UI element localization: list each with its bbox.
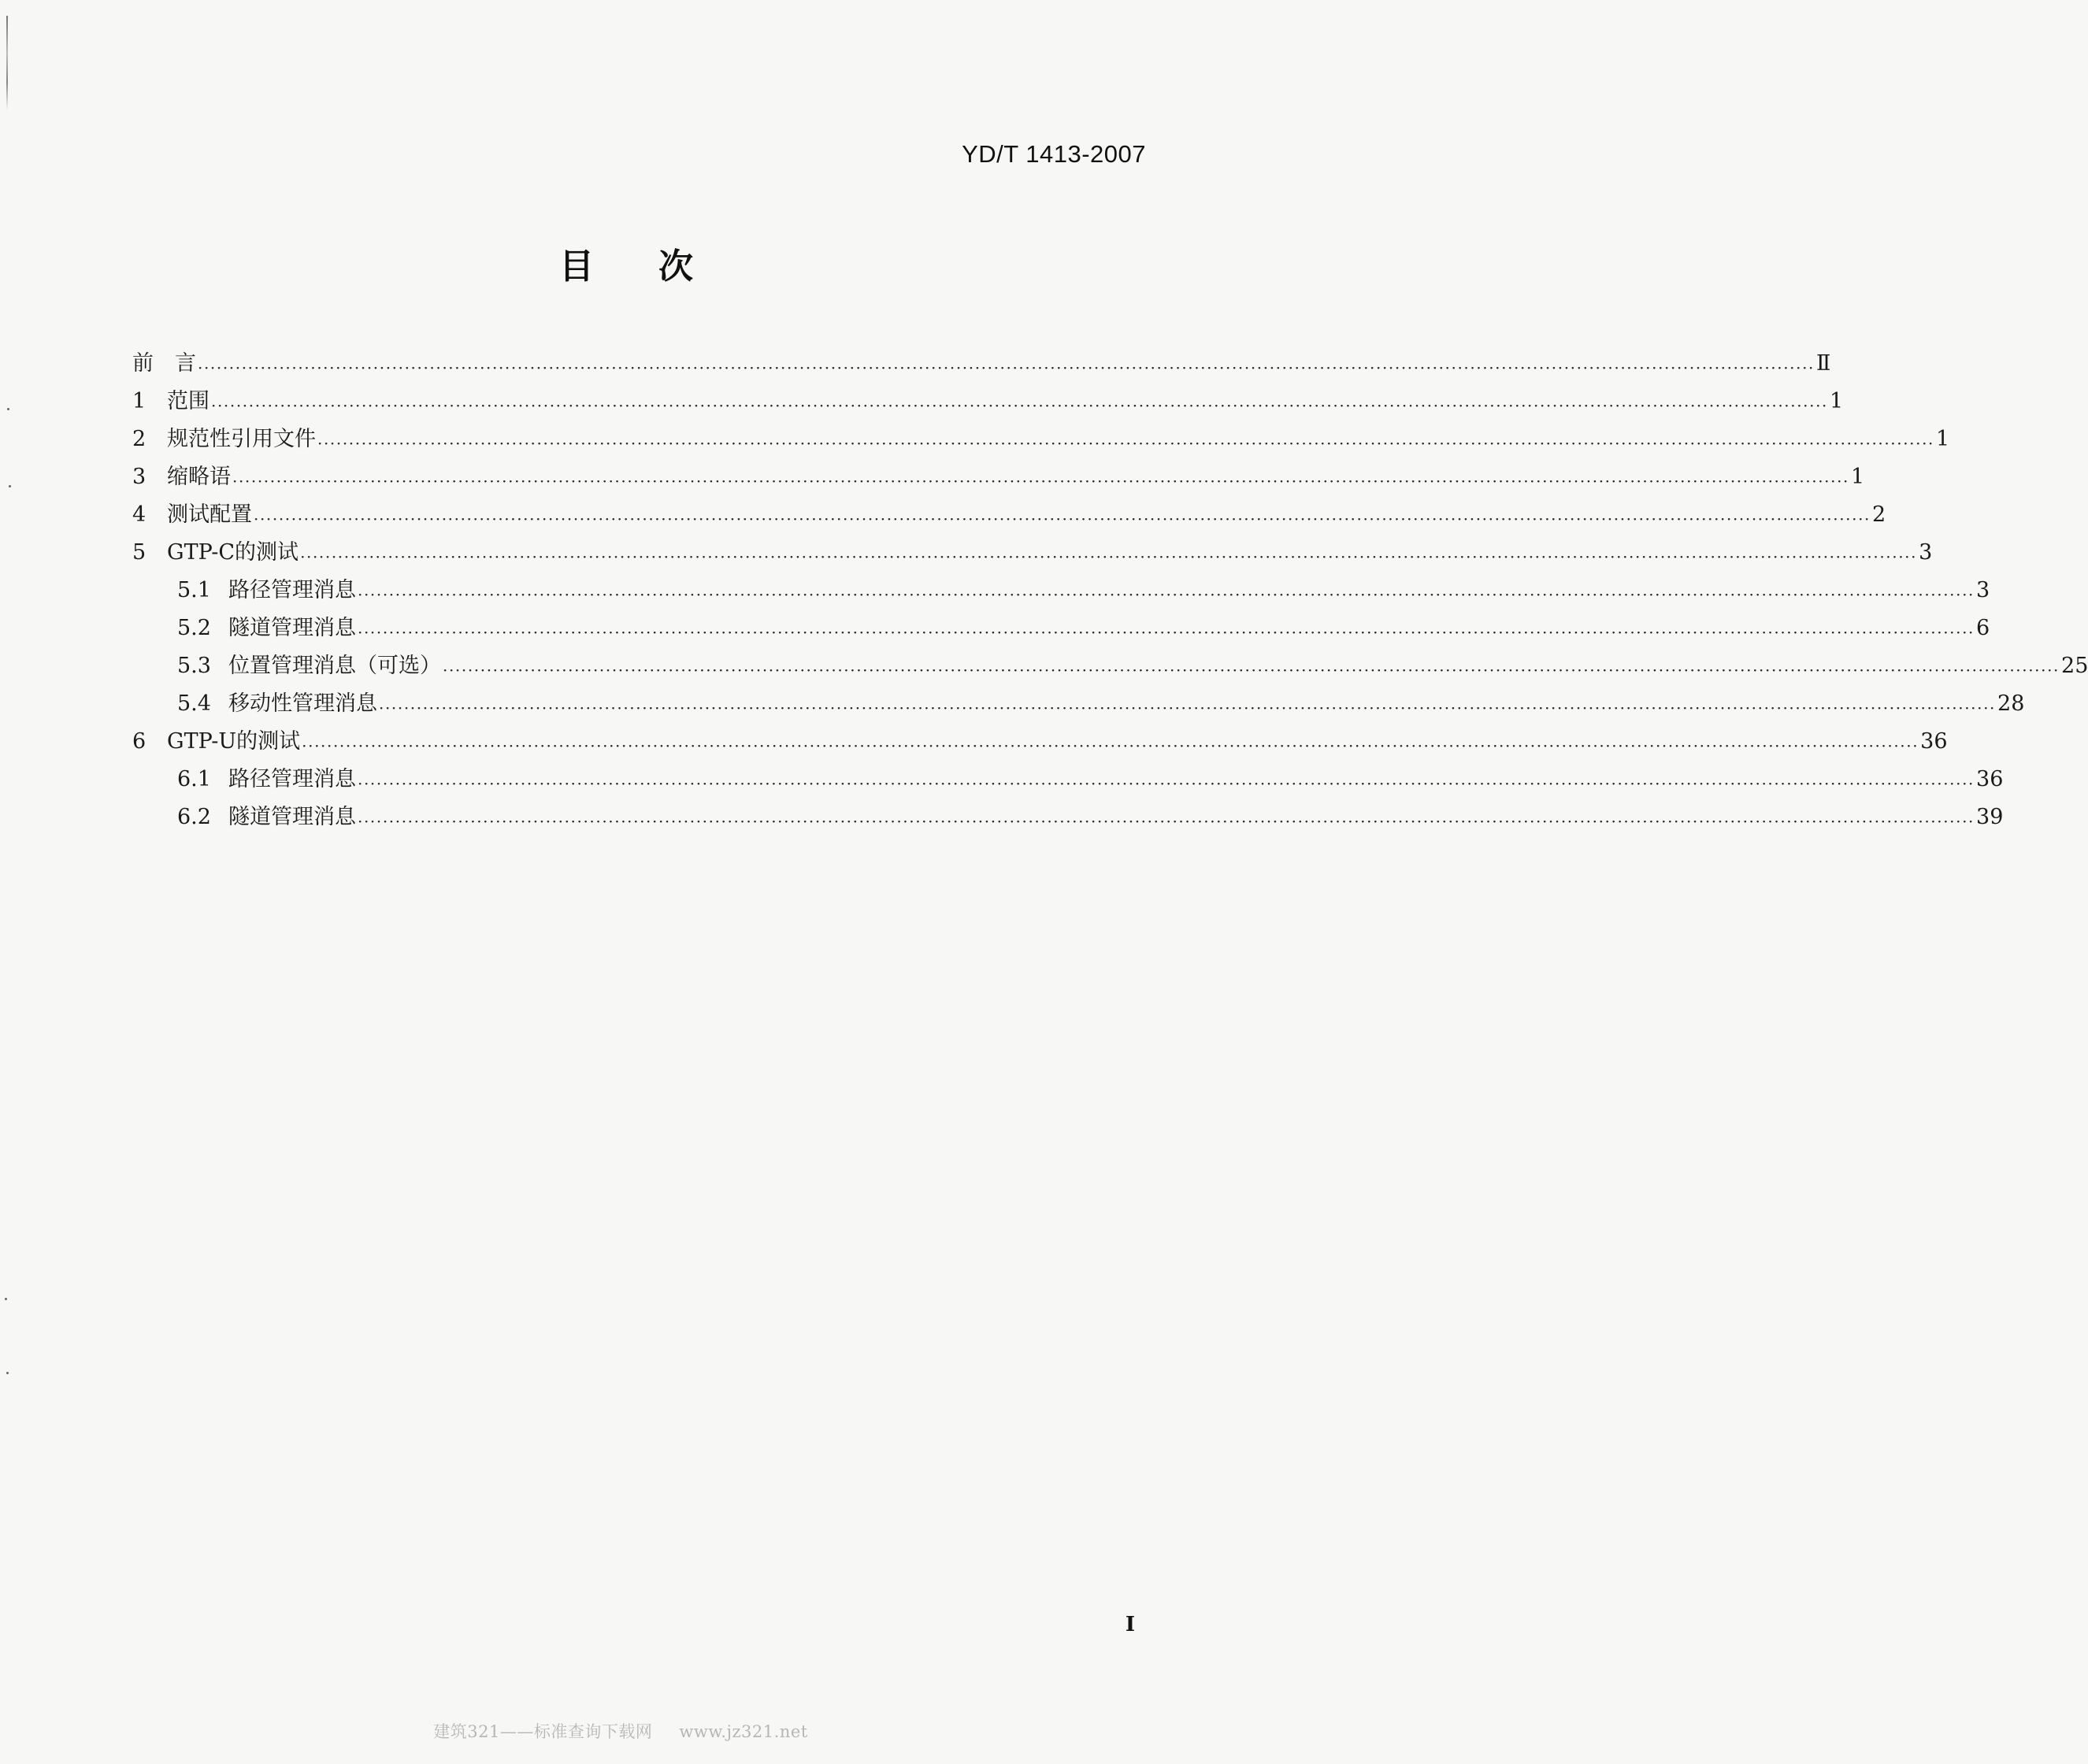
toc-entry-label: 前 言 bbox=[132, 351, 196, 376]
toc-entry[interactable] bbox=[132, 345, 1831, 383]
toc-entry[interactable] bbox=[132, 761, 2004, 799]
toc-entry-label: 隧道管理消息 bbox=[228, 616, 356, 640]
toc-entry-label: 路径管理消息 bbox=[228, 578, 356, 602]
toc-entry-number: 6.2 bbox=[177, 805, 211, 829]
toc-entry-page: Ⅱ bbox=[1816, 351, 1831, 376]
toc-entry-page: 36 bbox=[1920, 729, 1948, 754]
toc-entry[interactable] bbox=[132, 647, 2088, 685]
toc-entry-label: 隧道管理消息 bbox=[228, 805, 356, 829]
toc-entry-label: 路径管理消息 bbox=[228, 767, 356, 791]
toc-dot-leader bbox=[379, 693, 1996, 723]
page-title: 目次 bbox=[559, 246, 758, 287]
page-number: I bbox=[1125, 1613, 1135, 1636]
toc-dot-leader bbox=[254, 504, 1871, 534]
toc-entry-page: 39 bbox=[1976, 805, 2004, 829]
scan-speck bbox=[7, 408, 9, 410]
toc-entry-page: 1 bbox=[1830, 389, 1844, 413]
watermark bbox=[0, 1719, 1241, 1743]
toc-entry-label: 缩略语 bbox=[167, 465, 231, 489]
toc-entry-number: 5.2 bbox=[177, 616, 211, 640]
toc-entry[interactable] bbox=[132, 799, 2004, 836]
toc-entry-page: 1 bbox=[1851, 465, 1865, 489]
table-of-contents bbox=[132, 345, 2088, 836]
scan-speck bbox=[6, 1372, 9, 1374]
toc-dot-leader bbox=[358, 580, 1975, 610]
toc-entry-page: 2 bbox=[1872, 502, 1886, 527]
toc-entry[interactable] bbox=[132, 610, 1990, 647]
toc-entry[interactable] bbox=[132, 421, 1950, 458]
toc-entry[interactable] bbox=[132, 383, 1844, 421]
toc-entry[interactable] bbox=[132, 572, 1990, 610]
toc-entry-number: 2 bbox=[132, 427, 146, 451]
toc-entry[interactable] bbox=[132, 723, 1948, 761]
toc-entry-label: GTP-U的测试 bbox=[167, 729, 301, 754]
toc-dot-leader bbox=[211, 391, 1828, 421]
toc-entry-number: 5.1 bbox=[177, 578, 211, 602]
watermark-site-name: 建筑321——标准查询下载网 bbox=[433, 1722, 653, 1741]
toc-entry-label: 测试配置 bbox=[167, 502, 252, 527]
toc-dot-leader bbox=[232, 466, 1849, 496]
toc-entry[interactable] bbox=[132, 496, 1886, 534]
toc-entry-number: 4 bbox=[132, 502, 146, 527]
toc-entry-number: 5 bbox=[132, 540, 146, 565]
toc-entry-page: 6 bbox=[1976, 616, 1990, 640]
toc-entry-page: 1 bbox=[1936, 427, 1950, 451]
toc-entry-page: 36 bbox=[1976, 767, 2004, 791]
toc-entry[interactable] bbox=[132, 534, 1933, 572]
scan-speck bbox=[9, 485, 11, 487]
scan-edge-mark bbox=[6, 16, 8, 110]
toc-entry-label: 移动性管理消息 bbox=[228, 691, 377, 716]
toc-entry-page: 3 bbox=[1976, 578, 1990, 602]
watermark-url: www.jz321.net bbox=[679, 1722, 808, 1741]
toc-entry-label: 规范性引用文件 bbox=[167, 427, 316, 451]
toc-entry-page: 28 bbox=[1997, 691, 2025, 716]
toc-entry[interactable] bbox=[132, 685, 2025, 723]
scan-speck bbox=[5, 1298, 7, 1300]
toc-dot-leader bbox=[358, 769, 1975, 799]
toc-dot-leader bbox=[358, 806, 1975, 836]
toc-entry-number: 5.3 bbox=[177, 654, 211, 678]
toc-entry-page: 25 bbox=[2061, 654, 2088, 678]
toc-entry[interactable] bbox=[132, 458, 1865, 496]
toc-entry-page: 3 bbox=[1919, 540, 1933, 565]
toc-entry-label: GTP-C的测试 bbox=[167, 540, 299, 565]
document-code: YD/T 1413-2007 bbox=[962, 140, 1146, 168]
toc-dot-leader bbox=[358, 617, 1975, 647]
toc-dot-leader bbox=[198, 353, 1815, 383]
toc-entry-number: 6.1 bbox=[177, 767, 211, 791]
toc-entry-number: 6 bbox=[132, 729, 146, 754]
toc-entry-number: 1 bbox=[132, 389, 146, 413]
toc-dot-leader bbox=[300, 542, 1917, 572]
toc-dot-leader bbox=[302, 731, 1919, 761]
toc-entry-number: 5.4 bbox=[177, 691, 211, 716]
toc-entry-number: 3 bbox=[132, 465, 146, 489]
toc-entry-label: 范围 bbox=[167, 389, 210, 413]
toc-entry-label: 位置管理消息（可选） bbox=[228, 654, 441, 678]
toc-dot-leader bbox=[317, 428, 1934, 458]
toc-dot-leader bbox=[443, 655, 2060, 685]
